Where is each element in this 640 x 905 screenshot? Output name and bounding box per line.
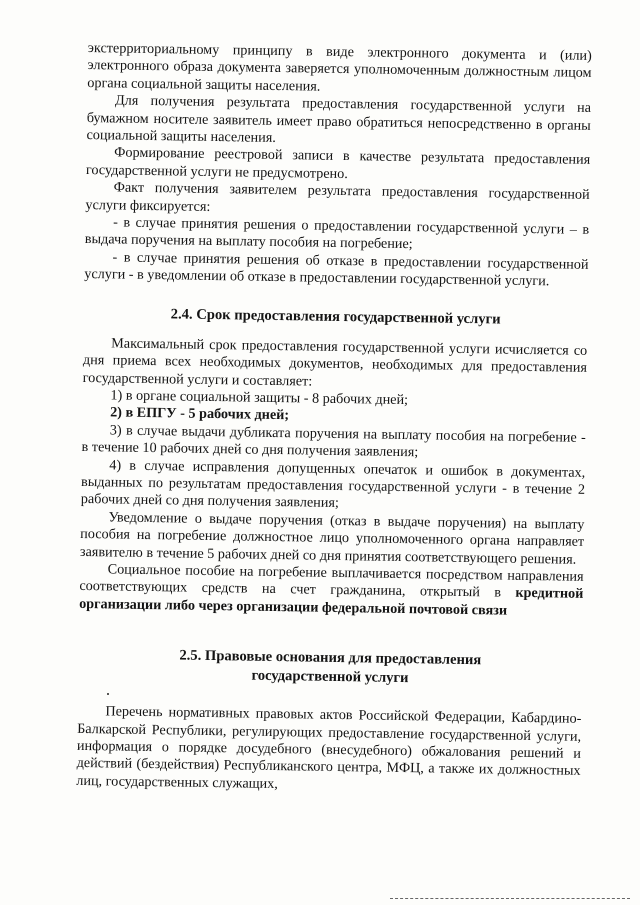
payment-text: Социальное пособие на погребение выплачивается посредством направления соответствующих средств на счет гражданина, открытый в bbox=[79, 561, 584, 601]
max-term-paragraph: Максимальный срок предоставления государственной услуги исчисляется со дня приема всех необходимых документов, необходимых для предоставления государственной услуги и составляет: bbox=[82, 335, 588, 390]
term-item-social-protection: 1) в органе социальной защиты - 8 рабочих дней; bbox=[110, 387, 409, 408]
fact-item-approval: - в случае принятия решения о предоставлении государственной услуги – в выдача поручения на выплату пособия на погребение; bbox=[84, 214, 590, 253]
section-2-5-heading-line-1: 2.5. Правовые основания для предоставления bbox=[179, 647, 482, 669]
intro-continuation: экстерриториальному принципу в виде электронного документа и (или) электронного образа документа заверяется уполномоченным должностным лицом органа социальной защиты населения. bbox=[87, 40, 592, 95]
stray-mark bbox=[107, 693, 109, 695]
footer-rule bbox=[390, 898, 630, 899]
payment-paragraph bbox=[79, 561, 584, 621]
document-body bbox=[76, 40, 592, 798]
fact-intro-paragraph: Факт получения заявителем результата предоставления государственной услуги фиксируется: bbox=[85, 179, 590, 215]
notification-paragraph: Уведомление о выдаче поручения (отказ в выдаче поручения) на выплату пособия на погребение должностное лицо уполномоченного органа направляет заявителю в течение 5 рабочих дней со дня принятия соответствующего решения. bbox=[79, 509, 585, 568]
term-item-corrections: 4) в случае исправления допущенных опечаток и ошибок в документах, выданных по результатам предоставления государственной услуги - в течение 2 рабочих дней со дня получения заявления; bbox=[80, 456, 586, 512]
term-item-epgu: 2) в ЕПГУ - 5 рабочих дней; bbox=[110, 404, 290, 424]
registry-paragraph: Формирование реестровой записи в качестве результата предоставления государственной услуги не предусмотрено. bbox=[85, 144, 591, 182]
section-2-5-heading-line-2: государственной услуги bbox=[251, 667, 409, 687]
term-item-duplicate: 3) в случае выдачи дубликата поручения на выплату пособия на погребение - в течение 10 рабочих дней со дня получения заявления; bbox=[81, 422, 586, 461]
payment-text-bold: кредитной организации либо через организации федеральной почтовой связи bbox=[79, 585, 584, 619]
legal-acts-paragraph: Перечень нормативных правовых актов Российской Федерации, Кабардино-Балкарской Республики, регулирующих предоставление государственной услуги, информация о порядке досудебного (внесудебного) обжалования решений и действий (бездействия) Республиканского центра, МФЦ, а также их должностных лиц, государственных служащих, bbox=[76, 703, 582, 792]
section-2-4-heading: 2.4. Срок предоставления государственной услуги bbox=[170, 306, 501, 328]
fact-item-refusal: - в случае принятия решения об отказе в предоставлении государственной услуги - в уведомлении об отказе в предоставлении государственной услуги. bbox=[84, 249, 589, 290]
paper-result-paragraph: Для получения результата предоставления государственной услуги на бумажном носителе заявитель имеет право обратиться непосредственно в органы социальной защиты населения. bbox=[86, 92, 592, 146]
